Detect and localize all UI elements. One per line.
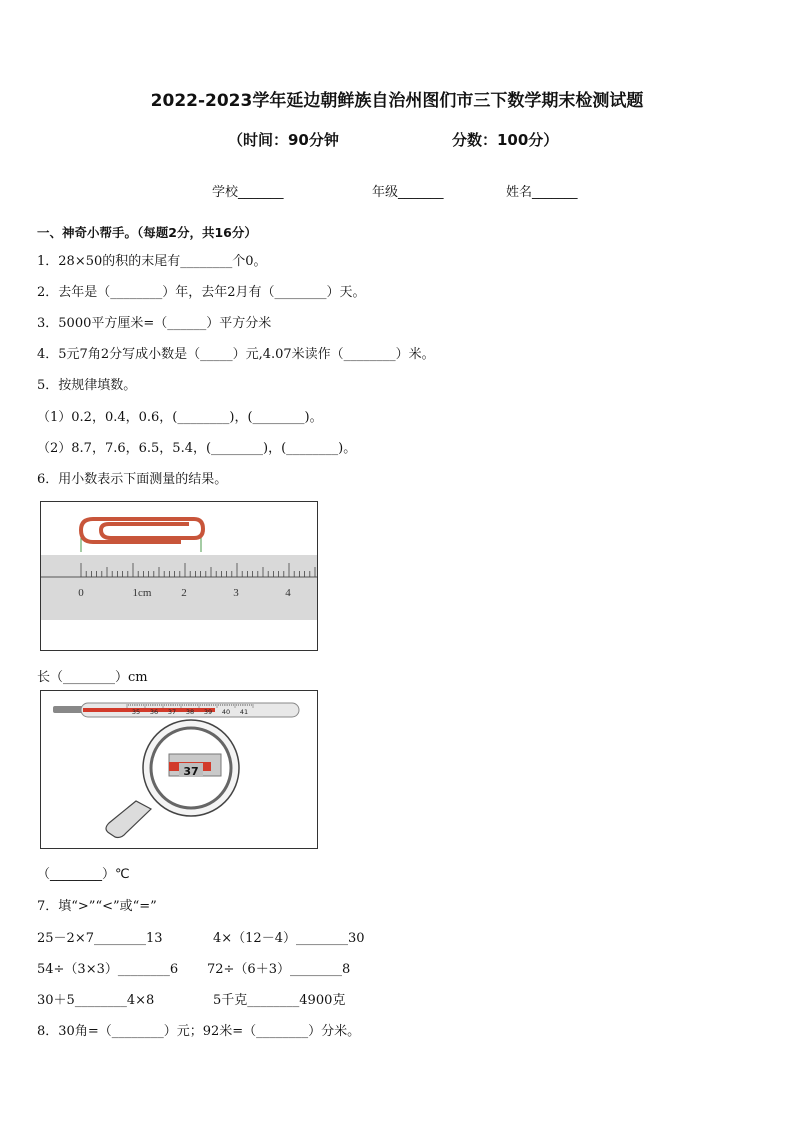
score-label: 分数：100分） [452,131,559,149]
question-1: 1．28×50的积的末尾有________个0。 [37,254,267,269]
thermo-label-35: 35 [131,708,141,716]
magnifier-icon [106,720,239,838]
ruler-label-3: 3 [233,587,239,599]
paperclip-icon [81,519,203,542]
name-field: 姓名_______ [506,185,578,200]
q7-row-2-right: 72÷（6＋3）________8 [207,962,351,977]
thermo-label-39: 39 [203,708,213,716]
thermo-label-36: 36 [149,708,159,716]
question-3: 3．5000平方厘米=（______）平方分米 [37,316,272,331]
q7-row-1-left: 25－2×7________13 [37,931,163,946]
question-4: 4．5元7角2分写成小数是（_____）元,4.07米读作（________）米。 [37,347,435,362]
q7-row-3-right: 5千克________4900克 [213,993,346,1008]
thermometer-illustration [41,691,317,848]
question-8: 8．30角=（________）元；92米=（________）分米。 [37,1024,361,1039]
temperature-answer: （________）℃ [37,867,130,882]
question-5-2: （2）8.7，7.6，6.5，5.4，(________)，(________)。 [37,441,357,456]
thermometer-tip [53,706,83,713]
ruler-label-0: 0 [78,587,84,599]
question-5: 5．按规律填数。 [37,378,137,393]
question-2: 2．去年是（________）年，去年2月有（________）天。 [37,285,366,300]
q7-row-3-left: 30＋5________4×8 [37,993,155,1008]
ruler-figure [40,501,318,651]
question-6: 6．用小数表示下面测量的结果。 [37,472,228,487]
thermometer-figure [40,690,318,849]
q7-row-1-right: 4×（12－4）________30 [213,931,365,946]
ruler-label-2: 2 [181,587,187,599]
thermo-label-40: 40 [221,708,231,716]
section-1-heading: 一、神奇小帮手。（每题2分，共16分） [37,225,257,240]
thermo-label-38: 38 [185,708,195,716]
magnified-label: 37 [183,765,199,778]
time-label: （时间：90分钟 [228,131,339,149]
thermo-label-41: 41 [239,708,249,716]
page-title: 2022-2023学年延边朝鲜族自治州图们市三下数学期末检测试题 [150,91,644,111]
question-5-1: （1）0.2，0.4，0.6，(________)，(________)。 [37,410,323,425]
thermo-label-37: 37 [167,708,177,716]
ruler-label-4: 4 [285,587,291,599]
length-answer: 长（________）cm [37,670,148,685]
ruler-label-1: 1cm [132,587,152,599]
q7-row-2-left: 54÷（3×3）________6 [37,962,179,977]
grade-field: 年级_______ [372,185,444,200]
ruler-illustration [41,502,317,650]
question-7: 7．填“>”“<”或“=” [37,899,157,914]
school-field: 学校_______ [212,185,284,200]
